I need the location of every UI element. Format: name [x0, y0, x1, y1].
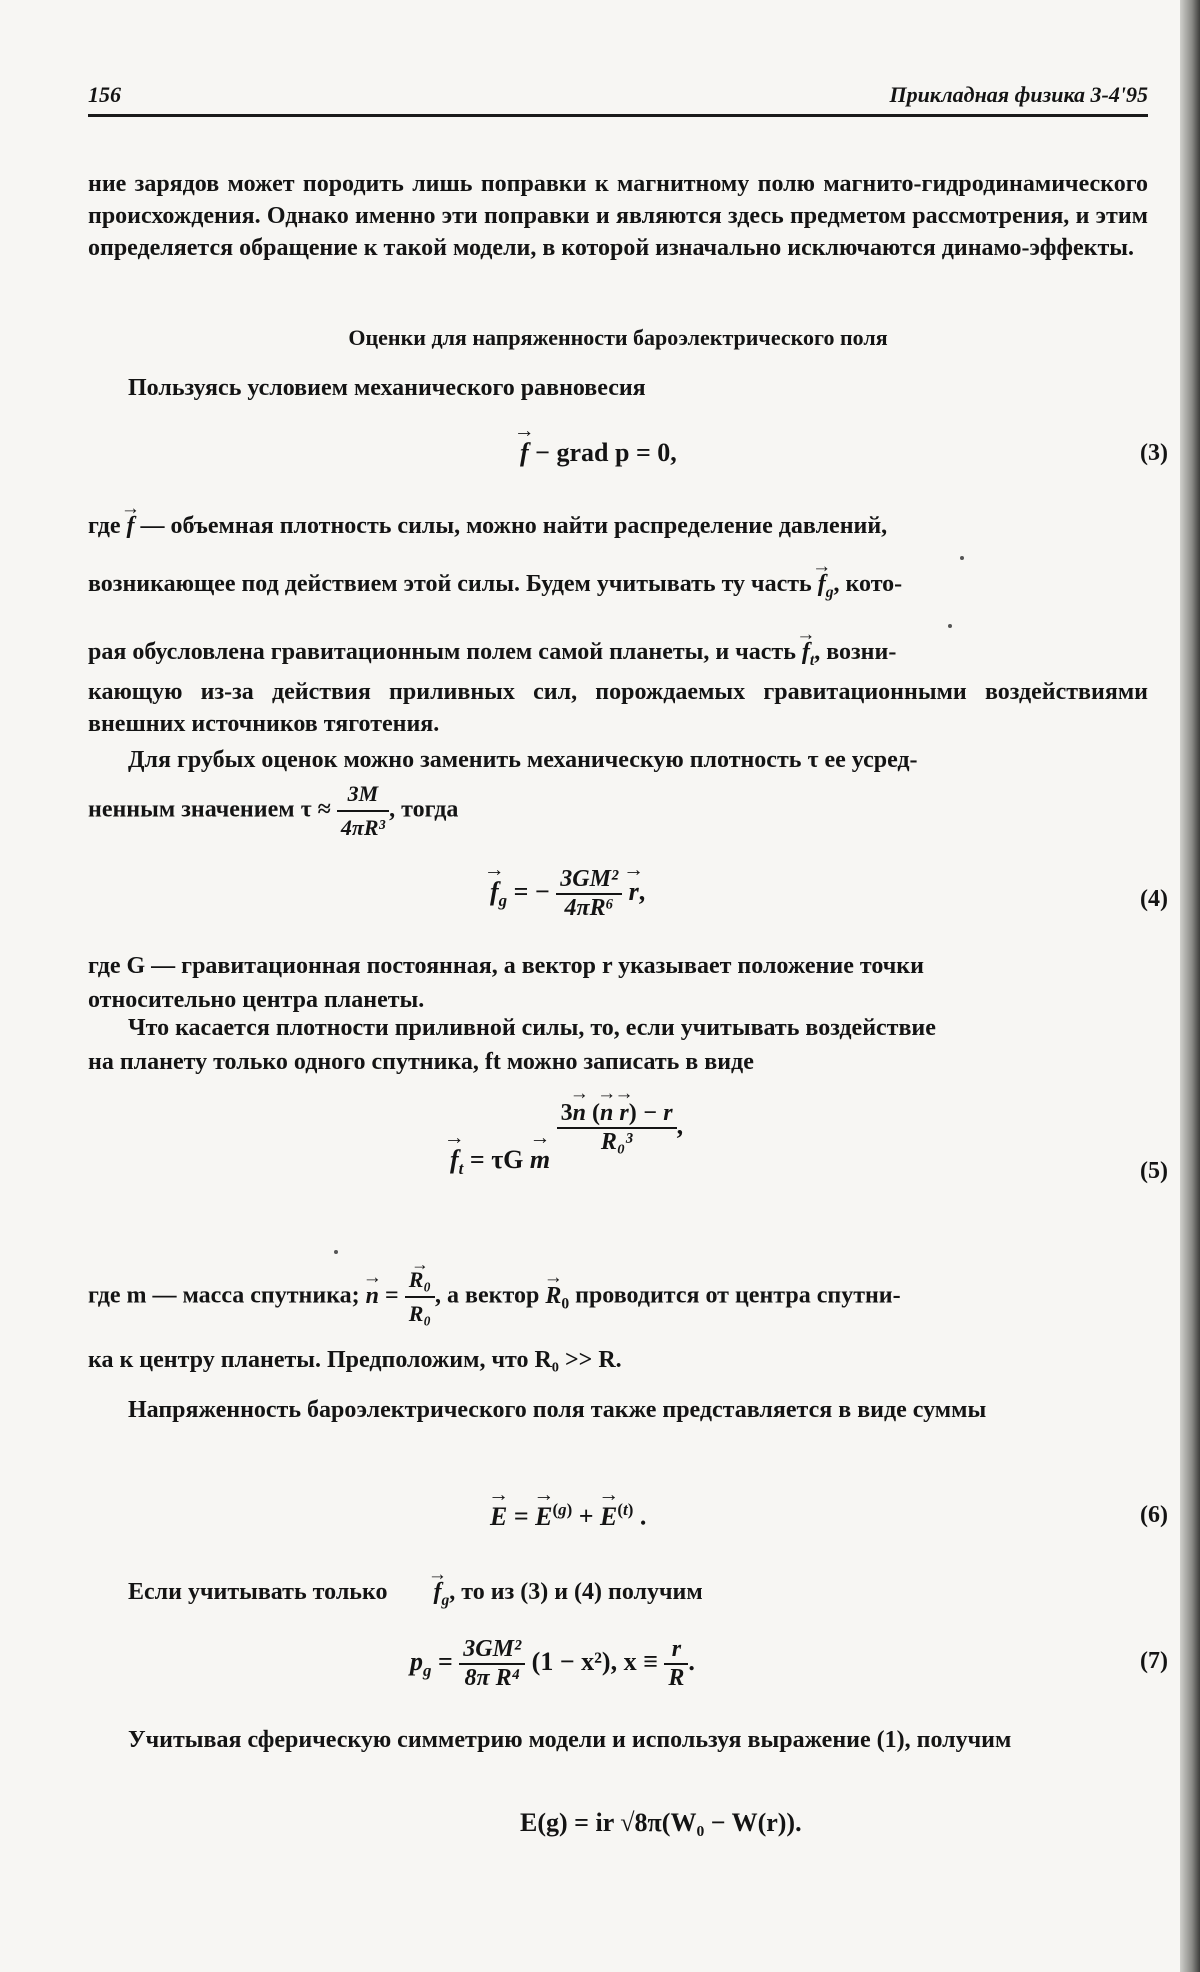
paragraph-rough-line1: Для грубых оценок можно заменить механическую плотность τ ее усред- [128, 747, 918, 773]
equation-4-number: (4) [1140, 886, 1168, 912]
equation-8: E(g) = ir √8π(W₀ − W(r)). [520, 1808, 802, 1837]
paragraph-m-line2: ка к центру планеты. Предположим, что R₀ >> R. [88, 1347, 622, 1373]
paragraph-where-f-line2: возникающее под действием этой силы. Будем учитывать ту часть → $f_g$, кото- [88, 568, 1148, 609]
paragraph-where-f-line1: где → f — объемная плотность силы, можно найти распределение давлений, [88, 510, 1148, 542]
paragraph-spherical: Учитывая сферическую симметрию модели и используя выражение (1), получим [128, 1727, 1012, 1753]
equation-4: → $f_g$ = − $\frac{\text{3GM²}}{\text{4πR⁶}}$ → r, [490, 866, 645, 922]
paragraph-tidal-line2: на планету только одного спутника, ft можно записать в виде [88, 1049, 754, 1075]
paragraph-where-f-line4: кающую из-за действия приливных сил, порождаемых гравитационными воздействиями внешних источников тяготения. [88, 679, 1148, 737]
equation-5-number: (5) [1140, 1158, 1168, 1184]
equation-6: → E = → $E^{(g)}$ + → $E^{(t)}$ . [490, 1500, 646, 1532]
paragraph-using: Пользуясь условием механического равновесия [128, 375, 646, 401]
page-number: 156 [88, 82, 121, 107]
paragraph-tidal-line1: Что касается плотности приливной силы, то, если учитывать воздействие [128, 1015, 936, 1041]
equation-5: → $f_t = \tau G \to m$ $\frac{3\to n (\to n \to r) - r}{\text{R₀³}}$ , [450, 1100, 683, 1156]
paragraph-where-f-line3: рая обусловлена гравитационным полем самой планеты, и часть → $f_t$, возни- [88, 636, 1148, 677]
paragraph-only: Если учитывать только → $f_g$, то из (3) и (4) получим [88, 1576, 1148, 1617]
equation-3-number: (3) [1140, 440, 1168, 466]
print-speck [334, 1250, 338, 1254]
paragraph-G-line1: где G — гравитационная постоянная, а вектор r указывает положение точки [88, 953, 924, 979]
journal-title: Прикладная физика 3-4'95 [889, 82, 1148, 107]
equation-7-number: (7) [1140, 1648, 1168, 1674]
section-heading: Оценки для напряженности бароэлектрического поля [348, 325, 888, 350]
print-speck [960, 556, 964, 560]
paragraph-m-line1: где m — масса спутника; → n = → $\frac{\text{R₀}}{\text{R₀}}$ , а вектор → $R_0$ проводится от центра спутни- [88, 1264, 1148, 1330]
equation-6-number: (6) [1140, 1502, 1168, 1528]
paragraph-G-line2: относительно центра планеты. [88, 987, 425, 1013]
running-header [88, 80, 1148, 117]
paragraph-intro: ние зарядов может породить лишь поправки к магнитному полю магнито-гидродинамического происхождения. Однако именно эти поправки и являются здесь предметом рассмотрения, и этим определяется обращение к такой модели, в которой изначально исключаются динамо-эффекты. [88, 171, 1148, 261]
paragraph-rough-line2: ненным значением τ ≈ $\frac{3M}{\text{4πR³}}$ , тогда [88, 778, 1148, 844]
page-edge-shadow [1180, 0, 1200, 1972]
print-speck [948, 624, 952, 628]
equation-3: → f − grad p = 0, [520, 438, 677, 468]
equation-7: $p_g$ = $\frac{\text{3GM²}}{\text{8π R⁴}}$ (1 − x²), x ≡ $\frac{r}{R}$ . [410, 1636, 695, 1691]
paragraph-tension: Напряженность бароэлектрического поля также представляется в виде суммы [128, 1397, 987, 1423]
